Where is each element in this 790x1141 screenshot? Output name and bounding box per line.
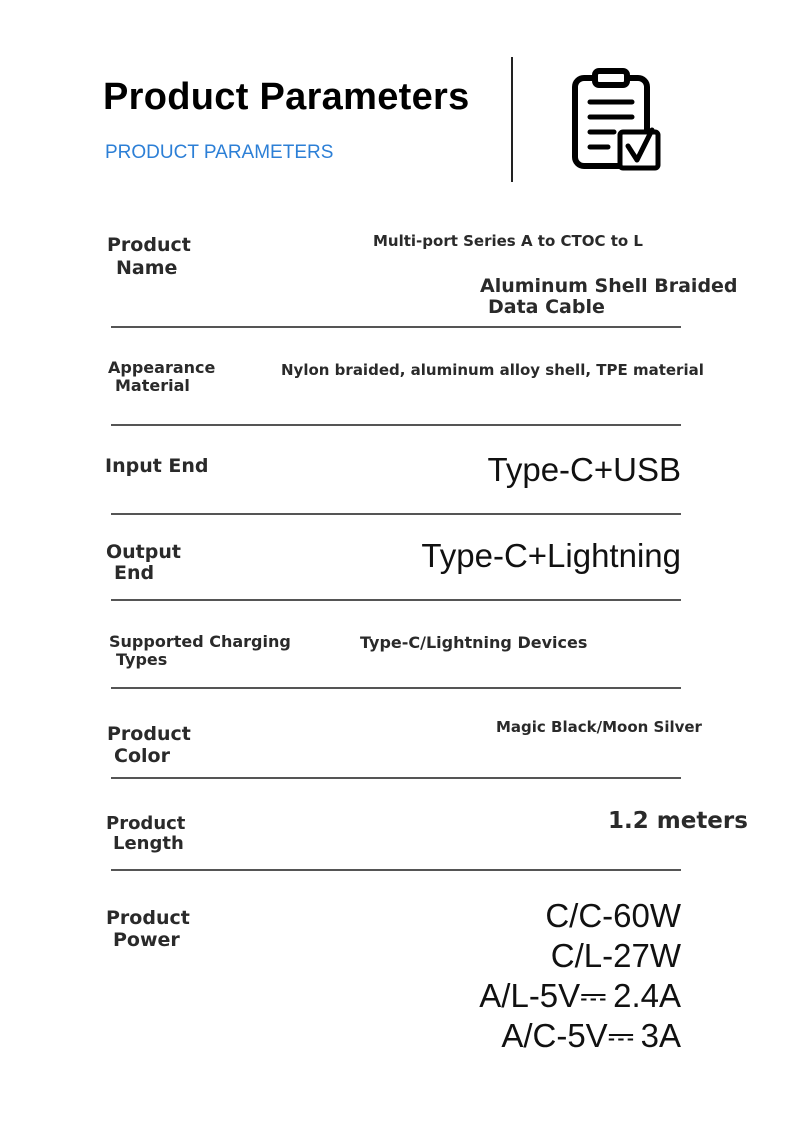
appearance-material-label-line1: Appearance (108, 358, 216, 377)
page-title: Product Parameters (103, 76, 470, 118)
supported-charging-value: Type-C/Lightning Devices (360, 633, 588, 652)
row-divider (111, 599, 681, 601)
appearance-material-label-line2: Material (115, 376, 190, 395)
product-length-value: 1.2 meters (608, 808, 748, 834)
supported-charging-label-line1: Supported Charging (109, 632, 291, 651)
page-subtitle: PRODUCT PARAMETERS (105, 142, 334, 163)
output-end-value: Type-C+Lightning (421, 537, 681, 574)
product-power-value-3: A/L-5V⎓ 2.4A (479, 977, 681, 1014)
row-divider (111, 513, 681, 515)
product-power-label-line1: Product (106, 907, 190, 929)
product-length-label-line2: Length (113, 833, 184, 854)
product-name-value-line2: Aluminum Shell Braided (480, 275, 738, 297)
supported-charging-label-line2: Types (116, 650, 168, 669)
input-end-label: Input End (105, 455, 209, 477)
product-name-value-line1: Multi-port Series A to CTOC to L (373, 232, 643, 250)
row-divider (111, 869, 681, 871)
product-power-value-1: C/C-60W (545, 897, 681, 934)
row-divider (111, 777, 681, 779)
product-name-value-line3: Data Cable (488, 296, 605, 318)
row-divider (111, 687, 681, 689)
output-end-label-line2: End (114, 562, 155, 584)
product-power-value-4: A/C-5V⎓ 3A (501, 1017, 681, 1054)
row-divider (111, 326, 681, 328)
appearance-material-value: Nylon braided, aluminum alloy shell, TPE material (281, 361, 704, 379)
product-name-label-line2: Name (116, 257, 178, 279)
product-name-label-line1: Product (107, 234, 191, 256)
input-end-value: Type-C+USB (487, 451, 681, 488)
product-color-value: Magic Black/Moon Silver (496, 718, 702, 736)
clipboard-check-icon (570, 68, 662, 174)
product-color-label-line1: Product (107, 723, 191, 745)
row-divider (111, 424, 681, 426)
product-color-label-line2: Color (114, 745, 170, 767)
product-power-label-line2: Power (113, 929, 180, 951)
output-end-label-line1: Output (106, 541, 181, 563)
product-length-label-line1: Product (106, 813, 186, 834)
product-power-value-2: C/L-27W (550, 937, 681, 974)
header-divider (511, 57, 513, 182)
